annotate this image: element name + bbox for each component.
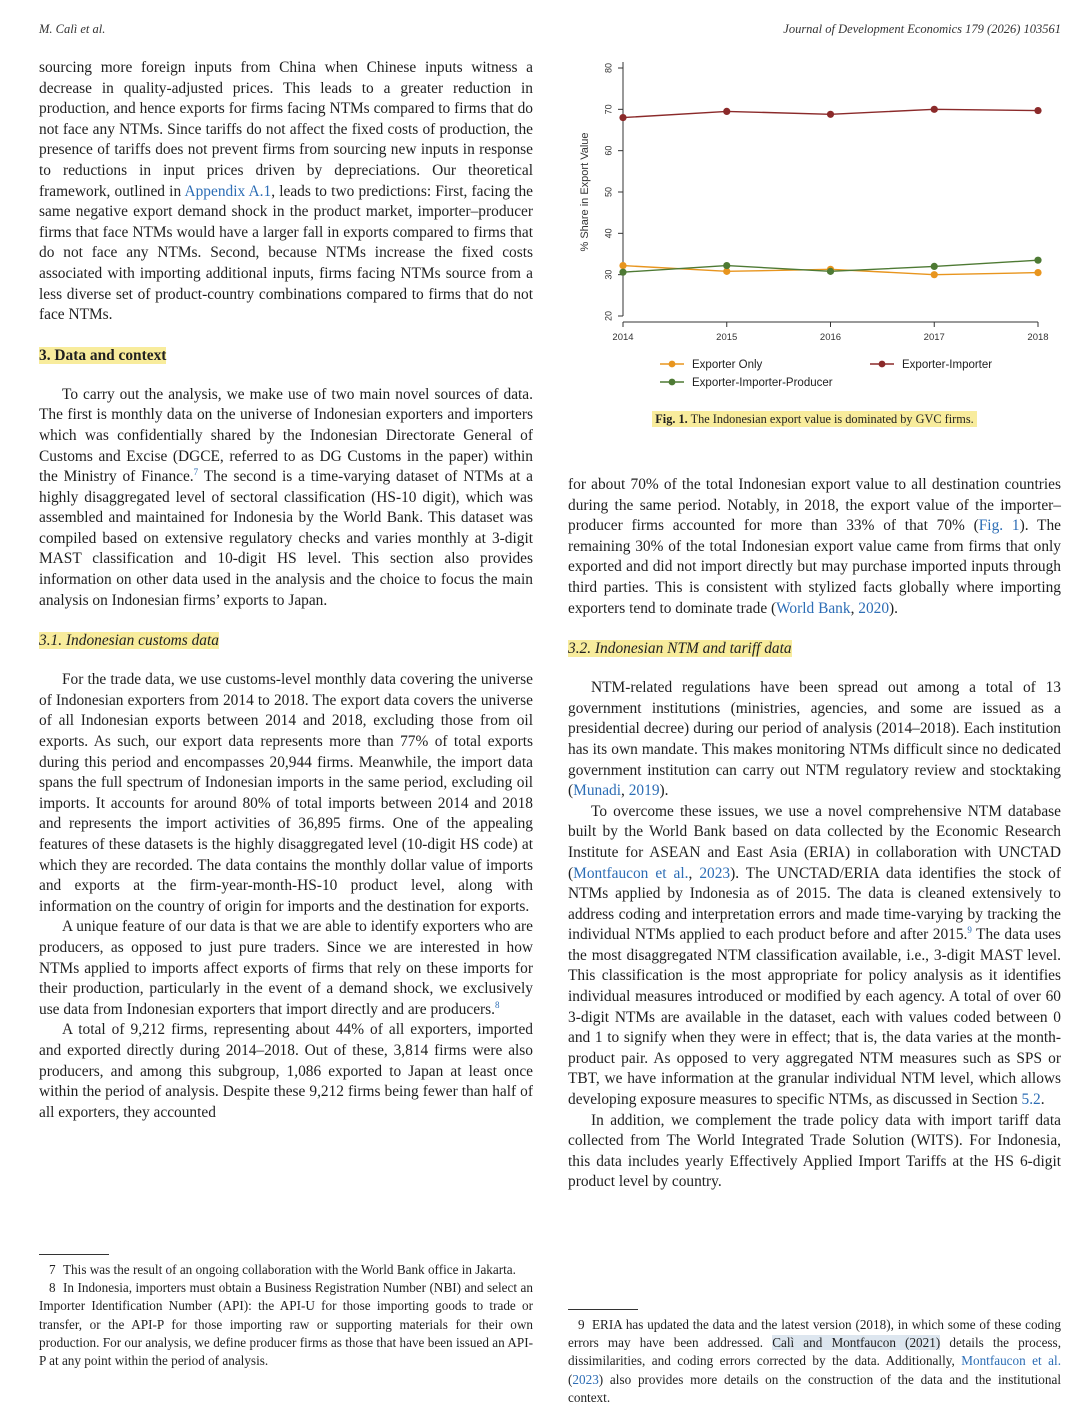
header-author: M. Calì et al.	[39, 22, 106, 36]
caption-highlight	[652, 411, 976, 427]
x-tick-label: 2015	[716, 332, 738, 343]
citation-link[interactable]: Munadi	[573, 782, 622, 800]
figure-1	[568, 56, 1061, 436]
paragraph	[568, 802, 1061, 1111]
citation-year-link[interactable]: 2020	[858, 599, 890, 617]
left-footnotes	[39, 1254, 533, 1370]
text: ,	[621, 782, 629, 800]
section-heading	[39, 347, 533, 365]
x-tick-label: 2018	[1027, 332, 1049, 343]
text: To carry out the analysis, we make use of two main novel sources of data. The first is monthly data on the universe of Indonesian exporters and importers which was confidentially shared by the Indonesian Directorate General of Customs and Excise (DGCE, referred to as DG Customs in the paper) within the Ministry of Finance.	[39, 385, 533, 486]
citation-year-link[interactable]: 2023	[572, 1371, 599, 1387]
text: The data uses the most disaggregated NTM classification available, i.e., 3-digit MAST level. This classification is the most appropriate for policy analysis as it identifies individual measures introduced or modified by each agency. A total of over 60 3-digit NTMs are available in the dataset, each with values coded between 0 and 1 to signify when they were in effect; that is, the data varies at the month-product pair. As opposed to very aggregated NTM measures such as SPS or TBT, we have information at the granular individual NTM level, which allows developing exposure measures to specific NTMs, as discussed in Section	[568, 926, 1061, 1109]
text: for about 70% of the total Indonesian export value to all destination countries during the same period. Notably, in 2018, the export value of the importer–producer firms accounted for more than 33% of that 70% (	[568, 476, 1061, 535]
header-journal: Journal of Development Economics 179 (2026) 103561	[783, 22, 1061, 36]
caption-text: The Indonesian export value is dominated by GVC firms.	[690, 412, 974, 426]
paragraph: In addition, we complement the trade policy data with import tariff data collected from The World Integrated Trade Solution (WITS). For Indonesia, this data includes yearly Effectively Applied Import Tariffs at the HS 6-digit product level by country.	[568, 1111, 1061, 1191]
y-tick-label: 50	[603, 186, 614, 198]
text: .	[1040, 1091, 1045, 1109]
x-tick-label: 2017	[923, 332, 945, 343]
text: sourcing more foreign inputs from China when Chinese inputs witness a decrease in quality-adjusted prices. This leads to a greater reduction in production, and hence exports for firms facing NTMs compared to firms that do not face any NTMs. Since tariffs do not affect the fixed costs of production, the presence of tariffs does not prevent firms from sourcing new inputs in response to reductions in input prices driven by depreciations. Our theoretical framework, outlined in	[39, 59, 533, 200]
citation-year-link[interactable]: 2019	[628, 782, 660, 800]
footnote-ref-9[interactable]: 9	[967, 925, 972, 936]
footnote-8	[39, 1279, 533, 1370]
legend-marker	[669, 379, 676, 386]
paragraph	[568, 475, 1061, 619]
data-point	[619, 114, 626, 121]
running-header	[39, 22, 1061, 38]
chart-axes	[579, 62, 1049, 343]
right-column	[568, 475, 1061, 1193]
data-point	[1034, 269, 1041, 276]
left-column	[39, 58, 533, 1123]
paragraph: A total of 9,212 firms, representing about 44% of all exporters, imported and exported directly during 2014–2018. Out of these, 3,814 firms were also producers, and among this subgroup, 1,086 exported to Japan at least once within the period of analysis. Despite these 9,212 firms being fewer than half of all exporters, they accounted	[39, 1021, 533, 1121]
text: ).	[659, 782, 669, 800]
text: , leads to two predictions: First, facing the same negative export demand shock in the product market, importer–producer firms that face NTMs would have a larger fall in exports compared to firms that do not face any NTMs. Second, because NTMs increase the fixed costs associated with importing additional inputs, firms facing NTMs source from a less diverse set of product-country combinations compared to firms that do not face NTMs.	[39, 182, 533, 324]
text: The second is a time-varying dataset of NTMs at a highly disaggregated level of sectoral classification (HS-10 digit), which was assembled and maintained for Indonesia by the World Bank. This dataset was compiled based on extensive regulatory checks and varies monthly at 3-digit MAST classification and 10-digit HS level. This section also provides information on other data used in the analysis and the choice to focus the main analysis on Indonesian firms’ exports to Japan.	[39, 468, 533, 609]
paragraph	[39, 58, 533, 326]
data-point	[827, 268, 834, 275]
y-tick-label: 60	[603, 145, 614, 156]
footnote-text: This was the result of an ongoing collaboration with the World Bank office in Jakarta.	[63, 1262, 516, 1277]
data-point	[827, 111, 834, 118]
y-tick-label: 20	[603, 310, 614, 322]
legend-label: Exporter-Importer	[902, 359, 993, 371]
y-tick-label: 80	[603, 62, 614, 74]
paragraph	[568, 678, 1061, 802]
legend-marker	[669, 361, 676, 368]
data-point	[931, 271, 938, 278]
subsection-heading	[568, 640, 1061, 658]
data-point	[619, 269, 626, 276]
text: ).	[889, 599, 899, 617]
text: To overcome these issues, we use a novel comprehensive NTM database built by the World Bank based on data collected by the Economic Research Institute for ASEAN and East Asia (ERIA) in collaboration with UNCTAD (	[568, 802, 1061, 882]
subsection-heading	[39, 632, 533, 650]
legend-marker	[879, 361, 886, 368]
data-point	[619, 262, 626, 269]
line-chart	[568, 56, 1061, 396]
paragraph: For the trade data, we use customs-level monthly data covering the universe of Indonesian exporters from 2014 to 2018. The export data covers the universe of all Indonesian exports between 2014 and 2018, excluding those from oil exports. As such, our export data represents more than 77% of total exports during this period and encompasses 20,944 firms. Meanwhile, the import data spans the full spectrum of Indonesian imports in the same period, excluding oil imports. It accounts for around 80% of total imports between 2014 and 2018 and represents the import activities of 36,895 firms. One of the appealing features of these datasets is the highly disaggregated level (10-digit HS code) at which they are recorded. The data contains the monthly dollar value of imports and exports at the firm-year-month-HS-10 product level, along with information on the country of origin for imports and the destination for exports.	[39, 671, 533, 915]
paragraph	[39, 917, 533, 1020]
footnote-text: In Indonesia, importers must obtain a Business Registration Number (NBI) and select an Importer Identification Number (API): the API-U for those importing goods to trade or transfer, or the API-P for those importing raw or supporting materials for their own production. For our analysis, we define producer firms as those that have been issued an API-P at any point within the period of analysis.	[39, 1280, 533, 1369]
citation-year-link[interactable]: 2023	[699, 864, 731, 882]
y-tick-label: 30	[603, 269, 614, 280]
legend-label: Exporter Only	[692, 359, 763, 371]
footnote-number: 9	[578, 1317, 585, 1332]
footnote-number: 8	[49, 1280, 56, 1296]
legend-label: Exporter-Importer-Producer	[692, 377, 833, 389]
citation-link[interactable]: Montfaucon et al.	[573, 864, 689, 882]
text: A unique feature of our data is that we are able to identify exporters who are producers, as opposed to just pure traders. Since we are interested in how NTMs applied to imports affect exports of firms that rely on these imports for their production, particularly in the event of a demand shock, we exclusively use data from Indonesian exporters that import directly and are producers.	[39, 918, 533, 1018]
footnote-text: ERIA has updated the data and the latest version (2018), in which some of these coding errors may have been addressed.	[568, 1317, 1061, 1351]
data-point	[1034, 257, 1041, 264]
data-point	[931, 106, 938, 113]
text: NTM-related regulations have been spread out among a total of 13 government institutions (ministries, agencies, and some are issued as a presidential decree) during our period of analysis (2014–2018). Each institution has its own mandate. This makes monitoring NTMs difficult since no dedicated government institution can carry out NTM regulatory review and stocktaking (	[568, 679, 1061, 800]
footnote-rule	[39, 1254, 109, 1255]
citation-link[interactable]: World Bank	[776, 599, 851, 617]
footnote-rule	[568, 1309, 638, 1310]
footnote-7	[39, 1261, 533, 1279]
caption-label: Fig. 1.	[655, 412, 688, 426]
data-point	[723, 262, 730, 269]
section-title: 3. Data and context	[39, 346, 167, 364]
footnote-text: details the process, dissimilarities, and coding errors corrected by the data. Additionally,	[568, 1335, 1061, 1369]
text: ,	[850, 599, 859, 617]
text: ). The remaining 30% of the total Indonesian export value came from firms that only exported and did not import directly but may purchase imported inputs through third parties. This is consistent with stylized facts globally where importing exporters tend to dominate trade (	[568, 517, 1061, 617]
x-tick-label: 2016	[819, 332, 842, 343]
footnote-text: (	[568, 1371, 573, 1387]
section-link[interactable]: 5.2	[1021, 1091, 1041, 1109]
footnote-ref-8[interactable]: 8	[495, 999, 500, 1010]
text: ). The UNCTAD/ERIA data identifies the stock of NTMs applied by Indonesia as of 2015. The data is cleaned extensively to address coding and interpretation errors and made time-varying by tracking the individual NTMs applied to each product before and after 2015.	[568, 864, 1062, 944]
figure-caption	[568, 412, 1061, 427]
highlighted-citation[interactable]: Calì and Montfaucon (2021)	[772, 1335, 941, 1351]
footnote-number: 7	[49, 1262, 56, 1277]
y-tick-label: 70	[603, 104, 614, 115]
paragraph	[39, 385, 533, 612]
footnote-ref-7[interactable]: 7	[193, 467, 199, 478]
citation-link[interactable]: Montfaucon et al.	[961, 1353, 1061, 1369]
right-footnotes	[568, 1309, 1061, 1407]
x-tick-label: 2014	[612, 332, 634, 343]
subsection-title: 3.1. Indonesian customs data	[39, 632, 219, 650]
figure-link[interactable]: Fig. 1	[978, 517, 1020, 535]
subsection-title: 3.2. Indonesian NTM and tariff data	[568, 640, 792, 658]
y-axis-label: % Share in Export Value	[579, 132, 591, 252]
chart-series	[619, 106, 1041, 279]
data-point	[723, 108, 730, 115]
appendix-link[interactable]: Appendix A.1	[184, 182, 272, 200]
footnote-text: ) also provides more details on the construction of the data and the institutional context.	[568, 1371, 1061, 1405]
y-tick-label: 40	[603, 228, 614, 239]
data-point	[1034, 107, 1041, 114]
chart-legend	[660, 359, 992, 389]
data-point	[931, 263, 938, 270]
footnote-9	[568, 1316, 1061, 1407]
text: ,	[688, 864, 700, 882]
